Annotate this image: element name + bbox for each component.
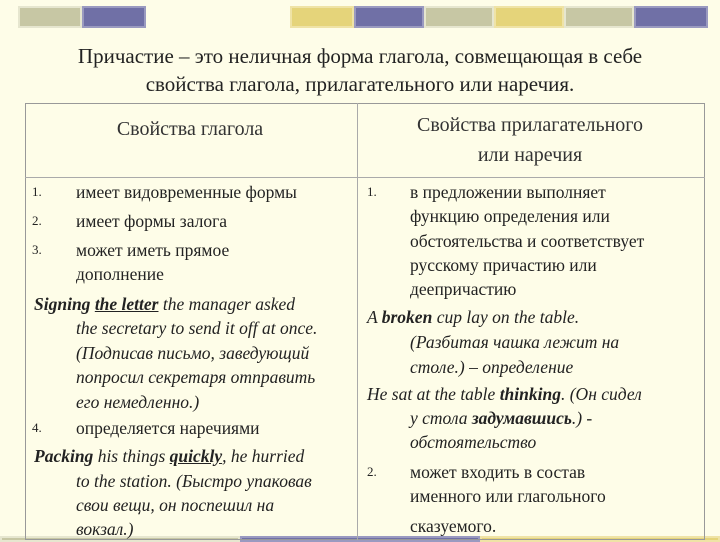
example-line: to the station. (Быстро упаковав <box>76 471 312 491</box>
example-line: столе.) – определение <box>410 357 574 377</box>
example-word: his things <box>97 446 166 466</box>
example-word: thinking <box>499 384 561 404</box>
example-word: cup lay on the table. <box>436 307 580 327</box>
strip-segment <box>82 6 146 28</box>
example-line <box>410 406 592 430</box>
list-item: в предложении выполняет <box>410 182 606 202</box>
example-line: вокзал.) <box>76 519 134 539</box>
list-item: может иметь прямое <box>76 240 230 260</box>
example-line: его немедленно.) <box>76 392 200 412</box>
example-line <box>367 305 579 329</box>
list-item-continued: деепричастию <box>410 279 517 299</box>
list-number: 3. <box>32 242 42 257</box>
example-word: у стола <box>410 408 468 428</box>
decorative-strip-left <box>18 6 148 28</box>
column-header-verb: Свойства глагола <box>116 118 264 140</box>
strip-segment <box>290 6 354 28</box>
example-word: .) - <box>571 408 593 428</box>
list-item-continued: обстоятельства и соответствует <box>410 231 645 251</box>
list-item: определяется наречиями <box>76 418 260 438</box>
list-number: 1. <box>32 184 42 199</box>
list-number: 2. <box>32 213 42 228</box>
example-word: He sat at the table <box>367 384 496 404</box>
example-word: задумавшись <box>471 408 572 428</box>
strip-segment <box>424 6 494 28</box>
column-header-adjective <box>365 110 695 170</box>
strip-segment <box>354 6 424 28</box>
list-item: имеет формы залога <box>76 211 228 231</box>
example-line: (Подписав письмо, заведующий <box>76 343 310 363</box>
strip-segment <box>634 6 708 28</box>
example-line <box>367 382 642 406</box>
list-item-continued: русскому причастию или <box>410 255 597 275</box>
list-number: 2. <box>367 464 377 479</box>
example-line: (Разбитая чашка лежит на <box>410 332 620 352</box>
list-item-continued: функцию определения или <box>410 206 610 226</box>
example-word: broken <box>381 307 433 327</box>
list-item: имеет видовременные формы <box>76 182 297 202</box>
slide-heading <box>30 42 690 98</box>
example-line: свои вещи, он поспешил на <box>76 495 275 515</box>
example-line: обстоятельство <box>410 432 537 452</box>
example-line: the secretary to send it off at once. <box>76 318 318 338</box>
heading-line-2: свойства глагола, прилагательного или наречия. <box>145 72 575 96</box>
list-item-continued: именного или глагольного <box>410 486 606 506</box>
list-item: может входить в состав <box>410 462 586 482</box>
heading-line-1: Причастие – это неличная форма глагола, совмещающая в себе <box>77 44 643 68</box>
example-word: A <box>367 307 378 327</box>
column-header-line: или наречия <box>477 144 583 166</box>
list-item-continued: дополнение <box>76 264 164 284</box>
example-word: . (Он сидел <box>560 384 642 404</box>
strip-segment <box>18 6 82 28</box>
strip-segment <box>494 6 564 28</box>
list-number: 4. <box>32 420 42 435</box>
example-word: Signing <box>34 294 91 314</box>
list-number: 1. <box>367 184 377 199</box>
column-header-line: Свойства прилагательного <box>417 114 643 136</box>
example-word: the letter <box>94 294 159 314</box>
example-line: попросил секретаря отправить <box>76 367 316 387</box>
decorative-strip-right <box>290 6 708 28</box>
example-word: the manager asked <box>162 294 296 314</box>
list-item-continued: сказуемого. <box>410 516 497 536</box>
header-divider <box>25 177 705 178</box>
strip-segment <box>564 6 634 28</box>
example-line <box>34 292 295 316</box>
column-divider <box>357 103 358 540</box>
example-line <box>34 444 304 468</box>
example-word: , he hurried <box>222 446 305 466</box>
example-word: Packing <box>34 446 94 466</box>
example-word: quickly <box>169 446 223 466</box>
